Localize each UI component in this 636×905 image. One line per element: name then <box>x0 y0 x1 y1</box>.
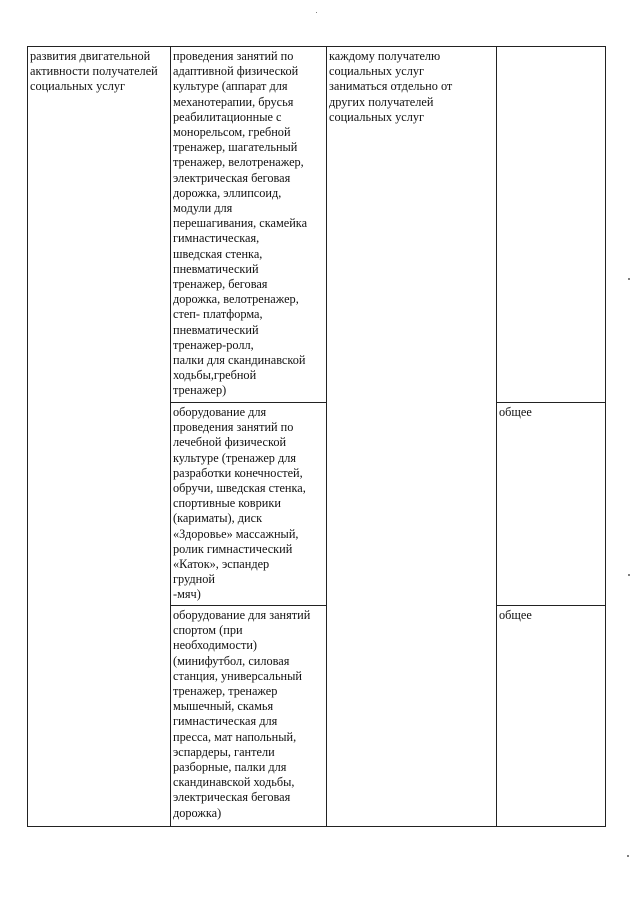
table-cell-type: общее <box>497 403 606 606</box>
table-cell-equipment-therapeutic: оборудование для проведения занятий по лечебной физической культуре (тренажер для разработки конечностей, обручи, шведская стенка, спортивные коврики (кариматы), диск «Здоровье» массажный, ролик гимнастический «Каток», эспандер грудной -мяч) <box>171 403 327 606</box>
table-row <box>28 47 606 403</box>
table-cell-type <box>497 47 606 403</box>
table-cell-type: общее <box>497 606 606 827</box>
scan-speck <box>628 574 630 576</box>
table-cell-equipment-sport: оборудование для занятий спортом (при необходимости) (минифутбол, силовая станция, универсальный тренажер, тренажер мышечный, скамья гимнастическая для пресса, мат напольный, эспардеры, гантели разборные, палки для скандинавской ходьбы, электрическая беговая дорожка) <box>171 606 327 827</box>
services-table <box>27 46 606 827</box>
table-cell-equipment-adaptive: проведения занятий по адаптивной физической культуре (аппарат для механотерапии, брусья реабилитационные с монорельсом, гребной тренажер, шагательный тренажер, велотренажер, электрическая беговая дорожка, эллипсоид, модули для перешагивания, скамейка гимнастическая, шведская стенка, пневматический тренажер, беговая дорожка, велотренажер, степ- платформа, пневматический тренажер-ролл, палки для скандинавской ходьбы,гребной тренажер) <box>171 47 327 403</box>
scan-speck <box>628 278 630 280</box>
scan-speck <box>627 855 629 857</box>
table-cell-purpose: развития двигательной активности получателей социальных услуг <box>28 47 171 827</box>
table-cell-usage-conditions: каждому получателю социальных услуг заниматься отдельно от других получателей социальных услуг <box>327 47 497 827</box>
scan-speck <box>316 12 317 13</box>
